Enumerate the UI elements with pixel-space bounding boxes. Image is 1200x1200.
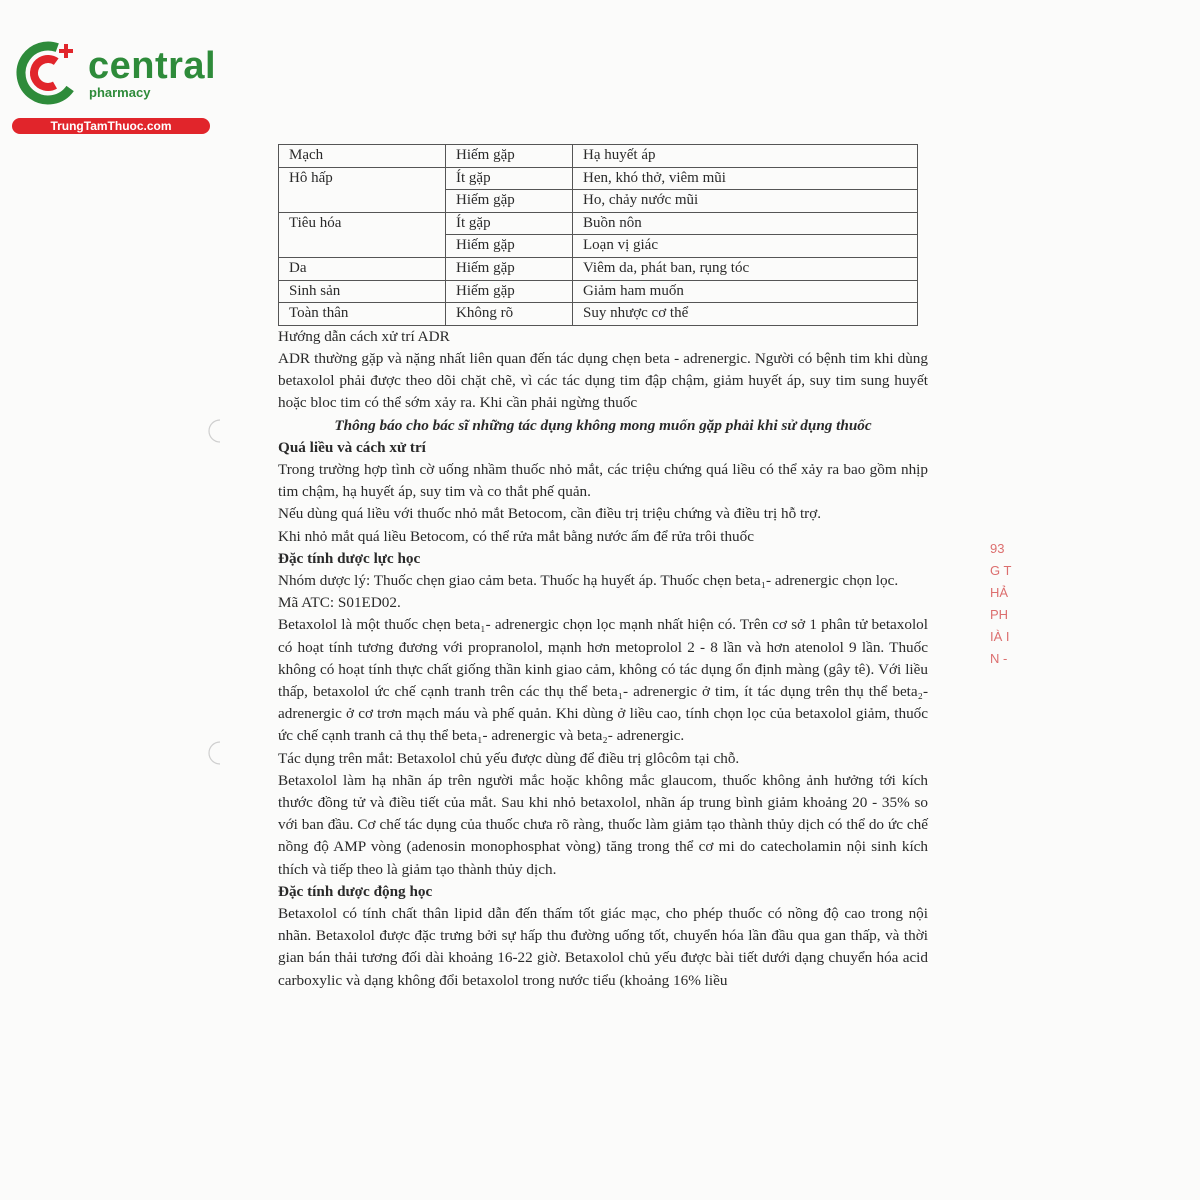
table-cell-system: Hô hấp	[279, 167, 446, 212]
table-cell-frequency: Ít gặp	[446, 167, 573, 190]
punch-hole-mark	[204, 740, 224, 766]
table-cell-effect: Giảm ham muốn	[573, 280, 918, 303]
red-stamp: 93 G T HẢ PH IÀ I N -	[990, 541, 1012, 666]
table-cell-effect: Hạ huyết áp	[573, 145, 918, 168]
table-cell-system: Toàn thân	[279, 303, 446, 326]
table-cell-frequency: Ít gặp	[446, 212, 573, 235]
table-cell-system: Mạch	[279, 145, 446, 168]
table-cell-system: Da	[279, 257, 446, 280]
pharmacodynamics-title: Đặc tính dược lực học	[278, 549, 421, 567]
table-row	[279, 303, 918, 326]
pharmacodynamics-paragraph: Betaxolol làm hạ nhãn áp trên người mắc hoặc không mắc glaucom, thuốc không ảnh hưởng tới kích thước đồng tử và điều tiết của mắt. Sau khi nhỏ betaxolol, nhãn áp trung bình giảm khoảng 20 - 35% so với ban đầu. Cơ chế tác dụng của thuốc chưa rõ ràng, thuốc làm giảm tạo thành thủy dịch có thể do ức chế nồng độ AMP vòng (adenosin monophosphat vòng) tăng trong thể cơ mi do catecholamin nội sinh kích thích và tiếp theo là giảm tạo thành thủy dịch.	[278, 771, 928, 878]
pharmacologic-group: Nhóm dược lý: Thuốc chẹn giao cảm beta. Thuốc hạ huyết áp. Thuốc chẹn beta₁- adrenergic chọn lọc.	[278, 571, 899, 589]
brand-text	[88, 46, 216, 100]
table-cell-frequency: Hiếm gặp	[446, 280, 573, 303]
overdose-paragraph: Khi nhỏ mắt quá liều Betocom, có thể rửa mắt bằng nước ấm để rửa trôi thuốc	[278, 527, 754, 545]
brand-name: central	[88, 45, 217, 87]
table-cell-effect: Buồn nôn	[573, 212, 918, 235]
notice-text: Thông báo cho bác sĩ những tác dụng không mong muốn gặp phải khi sử dụng thuốc	[334, 416, 872, 434]
overdose-title: Quá liều và cách xử trí	[278, 438, 426, 456]
brand-sub: pharmacy	[89, 85, 151, 100]
table-cell-frequency: Không rõ	[446, 303, 573, 326]
atc-code: Mã ATC: S01ED02.	[278, 594, 401, 612]
document-page	[278, 144, 928, 992]
table-row	[279, 167, 918, 190]
overdose-paragraph: Trong trường hợp tình cờ uống nhầm thuốc nhỏ mắt, các triệu chứng quá liều có thể xảy ra bao gồm nhịp tim chậm, hạ huyết áp, suy tim và co thắt phế quản.	[278, 460, 928, 501]
table-row	[279, 212, 918, 235]
table-cell-system: Sinh sản	[279, 280, 446, 303]
brand-banner: TrungTamThuoc.com	[12, 118, 210, 134]
adr-table	[278, 144, 918, 326]
table-cell-effect: Suy nhược cơ thể	[573, 303, 918, 326]
table-cell-effect: Hen, khó thở, viêm mũi	[573, 167, 918, 190]
table-cell-effect: Loạn vị giác	[573, 235, 918, 258]
overdose-paragraph: Nếu dùng quá liều với thuốc nhỏ mắt Betocom, cần điều trị triệu chứng và điều trị hỗ trợ.	[278, 505, 822, 523]
pharmacokinetics-title: Đặc tính dược động học	[278, 882, 433, 900]
pharmacodynamics-paragraph: Betaxolol là một thuốc chẹn beta₁- adrenergic chọn lọc mạnh nhất hiện có. Trên cơ sở 1 phân tử betaxolol có hoạt tính tương đương với propranolol, mạnh hơn metoprolol 2 - 8 lần và hơn atenolol 9 lần. Thuốc không có hoạt tính thực chất giống thần kinh giao cảm, không có tác dụng ổn định màng (gây tê). Với liều thấp, betaxolol ức chế cạnh tranh trên các thụ thể beta₁- adrenergic ở tim, ít tác dụng trên thụ thể beta₂- adrenergic ở cơ trơn mạch máu và phế quản. Khi dùng ở liều cao, tính chọn lọc của betaxolol giảm, thuốc ức chế cạnh tranh cả thụ thể beta₁- adrenergic và beta₂- adrenergic.	[278, 616, 928, 745]
table-row	[279, 280, 918, 303]
table-cell-effect: Ho, chảy nước mũi	[573, 190, 918, 213]
table-cell-frequency: Hiếm gặp	[446, 145, 573, 168]
adr-guide-text: ADR thường gặp và nặng nhất liên quan đến tác dụng chẹn beta - adrenergic. Người có bệnh tim khi dùng betaxolol phải được theo dõi chặt chẽ, vì các tác dụng tim đập chậm, giảm huyết áp, suy tim sung huyết hoặc bloc tim có thể sớm xảy ra. Khi cần phải ngừng thuốc	[278, 349, 928, 412]
adr-guide-title: Hướng dẫn cách xử trí ADR	[278, 327, 450, 345]
table-cell-frequency: Hiếm gặp	[446, 190, 573, 213]
table-cell-effect: Viêm da, phát ban, rụng tóc	[573, 257, 918, 280]
table-cell-frequency: Hiếm gặp	[446, 235, 573, 258]
table-cell-system: Tiêu hóa	[279, 212, 446, 257]
punch-hole-mark	[204, 418, 224, 444]
table-row	[279, 145, 918, 168]
pharmacokinetics-paragraph: Betaxolol có tính chất thân lipid dẫn đến thấm tốt giác mạc, cho phép thuốc có nồng độ cao trong nội nhãn. Betaxolol được đặc trưng bởi sự hấp thu đường uống tốt, chuyển hóa lần đầu qua gan thấp, và thời gian bán thải tương đối dài khoảng 16-22 giờ. Betaxolol chủ yếu được bài tiết dưới dạng chuyển hóa acid carboxylic và dạng không đổi betaxolol trong nước tiểu (khoảng 16% liều	[278, 905, 928, 989]
pharmacodynamics-paragraph: Tác dụng trên mắt: Betaxolol chủ yếu được dùng để điều trị glôcôm tại chỗ.	[278, 749, 740, 767]
table-row	[279, 257, 918, 280]
table-cell-frequency: Hiếm gặp	[446, 257, 573, 280]
